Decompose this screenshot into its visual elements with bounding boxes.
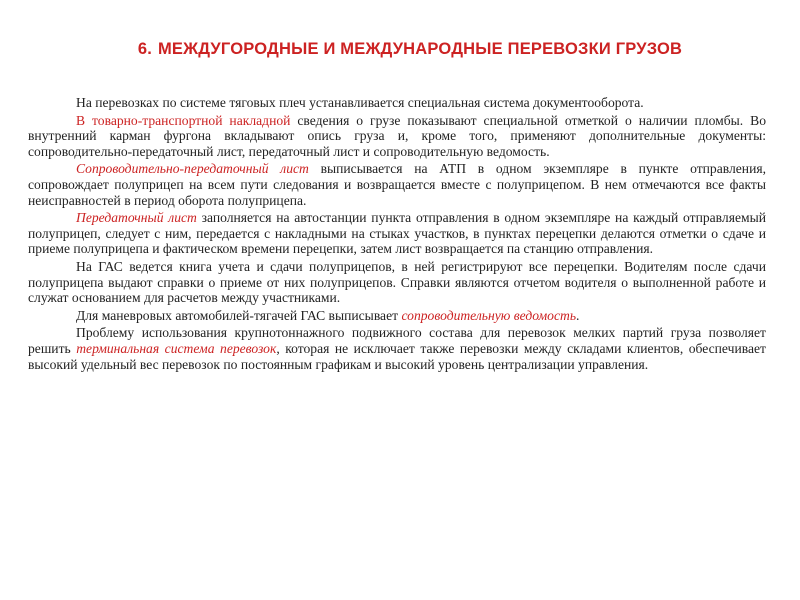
- paragraph-text: .: [576, 307, 580, 323]
- title-text: МЕЖДУГОРОДНЫЕ И МЕЖДУНАРОДНЫЕ ПЕРЕВОЗКИ ГРУЗОВ: [157, 40, 683, 58]
- paragraph-7: [28, 325, 766, 372]
- paragraph-1: [28, 95, 766, 111]
- highlighted-term: сопроводительную ведомость: [401, 307, 577, 323]
- slide-title: [60, 40, 760, 59]
- paragraph-text: выписывается на АТП в одном экземпляре в пункте отправления, сопровождает полуприцеп на всем пути следования и возвращается вместе с полуприцепом. В нем отмечаются все факты неисправностей в период оборота полуприцепа.: [28, 161, 766, 208]
- paragraph-text: , которая не исключает также перевозки между складами клиентов, обеспечивает высокий удельный вес перевозок по постоянным графикам и высокий уровень централизации управления.: [28, 340, 766, 372]
- paragraph-2: [28, 113, 766, 160]
- title-number: 6.: [137, 40, 152, 58]
- paragraph-4: [28, 210, 766, 257]
- highlighted-term: Передаточный лист: [76, 210, 197, 226]
- paragraph-text: Проблему использования крупнотоннажного подвижного состава для перевозок мелких партий груза позволяет решить: [28, 325, 766, 356]
- paragraph-text: сведения о грузе показывают специальной отметкой о наличии пломбы. Во внутренний карман фургона вкладывают опись груза и, кроме того, применяют дополнительные документы: сопроводительно-передаточный лист, передаточный лист и сопроводительную ведомость.: [28, 112, 766, 159]
- paragraph-5: [28, 259, 766, 306]
- paragraph-6: [28, 308, 766, 324]
- paragraph-text: Для маневровых автомобилей-тягачей ГАС выписывает: [76, 307, 402, 323]
- paragraph-text: На ГАС ведется книга учета и сдачи полуприцепов, в ней регистрируют все перецепки. Водителям после сдачи полуприцепа выдают справки о приеме от них полуприцепов. Справки являются отчетом водителя о выполненной работе и служат основанием для расчетов между участниками.: [28, 258, 766, 306]
- highlighted-term: Сопроводительно-передаточный лист: [76, 161, 309, 177]
- paragraph-text: заполняется на автостанции пункта отправления в одном экземпляре на каждый отправляемый полуприцеп, следует с ним, передается с накладными на стыках участков, в пунктах перецепки делаются отметки о сдаче и приеме полуприцепа и фактическом времени перецепки, затем лист возвращается па станцию отправления.: [28, 210, 767, 257]
- content-body: [28, 95, 766, 374]
- highlighted-term: терминальная система перевозок: [76, 340, 277, 356]
- paragraph-text: На перевозках по системе тяговых плеч устанавливается специальная система документооборота.: [76, 95, 644, 110]
- highlighted-term: В товарно-транспортной накладной: [76, 112, 291, 128]
- paragraph-3: [28, 161, 766, 208]
